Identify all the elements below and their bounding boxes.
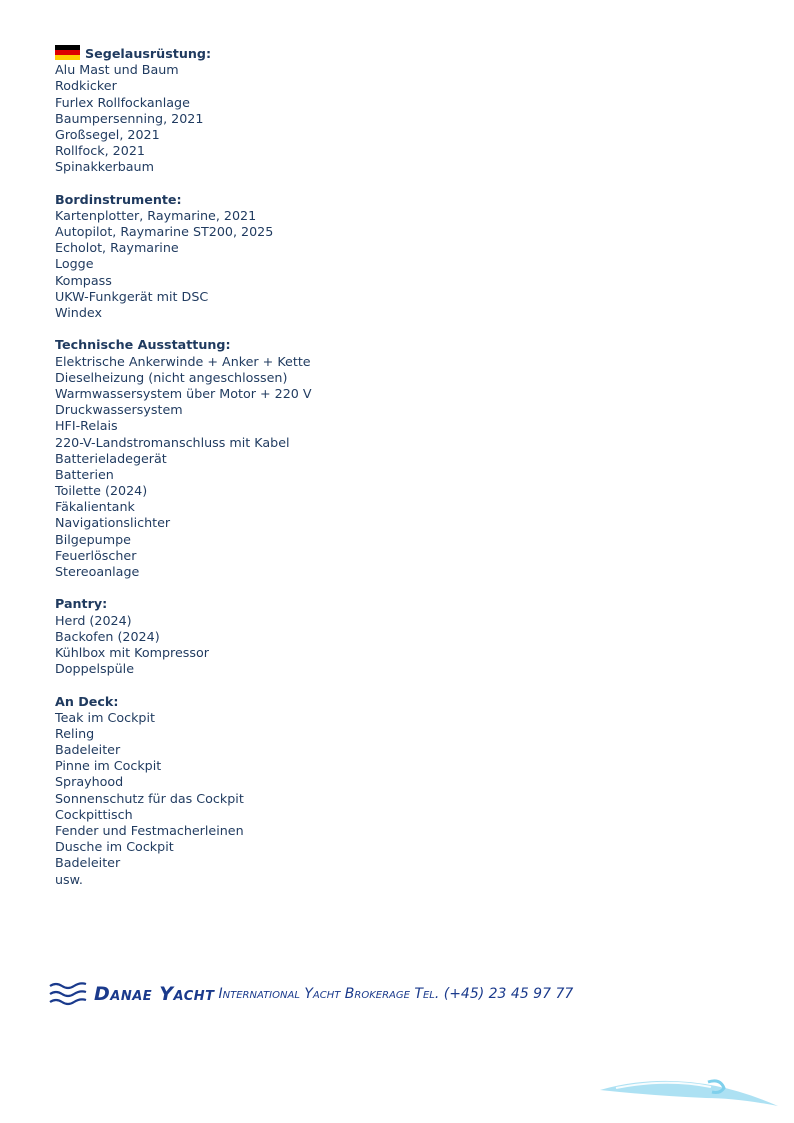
list-item: Baumpersenning, 2021 <box>55 110 204 126</box>
list-item: Badeleiter <box>55 855 121 871</box>
list-item: Sprayhood <box>55 774 124 790</box>
list-item: Rollfock, 2021 <box>55 143 145 159</box>
list-item: Dieselheizung (nicht angeschlossen) <box>55 369 288 385</box>
section-title: Bordinstrumente: <box>55 191 182 207</box>
list-item: Kühlbox mit Kompressor <box>55 644 209 660</box>
list-item: Backofen (2024) <box>55 628 160 644</box>
list-item: HFI-Relais <box>55 418 118 434</box>
list-item: Herd (2024) <box>55 612 132 628</box>
list-item: Druckwassersystem <box>55 402 183 418</box>
list-item: Reling <box>55 725 95 741</box>
list-item: Elektrische Ankerwinde + Anker + Kette <box>55 353 311 369</box>
section-deck <box>55 694 755 888</box>
list-item: Teak im Cockpit <box>55 709 155 725</box>
list-item: Cockpittisch <box>55 806 133 822</box>
list-item: Feuerlöscher <box>55 547 137 563</box>
list-item: Navigationslichter <box>55 515 171 531</box>
swoosh-watermark-icon <box>596 1074 780 1114</box>
section-title: Technische Ausstattung: <box>55 337 231 353</box>
list-item: Fäkalientank <box>55 499 135 515</box>
section-title-text: Segelausrüstung: <box>85 46 212 61</box>
list-item: 220-V-Landstromanschluss mit Kabel <box>55 434 290 450</box>
list-item: Dusche im Cockpit <box>55 839 174 855</box>
equipment-list <box>55 46 755 904</box>
list-item: Toilette (2024) <box>55 483 148 499</box>
list-item: Logge <box>55 256 94 272</box>
list-item: Spinakkerbaum <box>55 159 154 175</box>
list-item: Bilgepumpe <box>55 531 131 547</box>
section-title: Pantry: <box>55 596 108 612</box>
list-item: Pinne im Cockpit <box>55 758 162 774</box>
footer-brand <box>48 978 573 1010</box>
section-pantry <box>55 596 755 677</box>
list-item: Doppelspüle <box>55 661 135 677</box>
section-instruments <box>55 192 755 322</box>
list-item: Kartenplotter, Raymarine, 2021 <box>55 207 257 223</box>
list-item: Badeleiter <box>55 742 121 758</box>
list-item: Stereoanlage <box>55 564 140 579</box>
section-technical <box>55 337 755 580</box>
list-item: Furlex Rollfockanlage <box>55 94 190 110</box>
list-item: Fender und Festmacherleinen <box>55 823 244 838</box>
list-item: Windex <box>55 305 102 320</box>
list-item: Batterieladegerät <box>55 450 167 466</box>
list-item: Großsegel, 2021 <box>55 126 160 142</box>
list-item: Sonnenschutz für das Cockpit <box>55 790 244 806</box>
section-title: An Deck: <box>55 693 119 709</box>
list-item: Kompass <box>55 272 112 288</box>
list-item: UKW-Funkgerät mit DSC <box>55 288 209 304</box>
waves-logo-icon <box>48 980 88 1008</box>
list-item: Rodkicker <box>55 78 117 94</box>
list-item: Autopilot, Raymarine ST200, 2025 <box>55 224 274 240</box>
brand-tagline: International Yacht Brokerage Tel. (+45) 23 45 97 77 <box>218 986 574 1002</box>
list-item: Batterien <box>55 466 114 482</box>
germany-flag-icon <box>55 45 80 60</box>
list-item: Echolot, Raymarine <box>55 240 179 256</box>
list-item: Alu Mast und Baum <box>55 62 179 78</box>
section-title <box>55 46 755 62</box>
list-item: Warmwassersystem über Motor + 220 V <box>55 385 312 401</box>
brand-name: Danae Yacht <box>94 983 215 1005</box>
list-item: usw. <box>55 871 83 887</box>
section-sails <box>55 46 755 176</box>
